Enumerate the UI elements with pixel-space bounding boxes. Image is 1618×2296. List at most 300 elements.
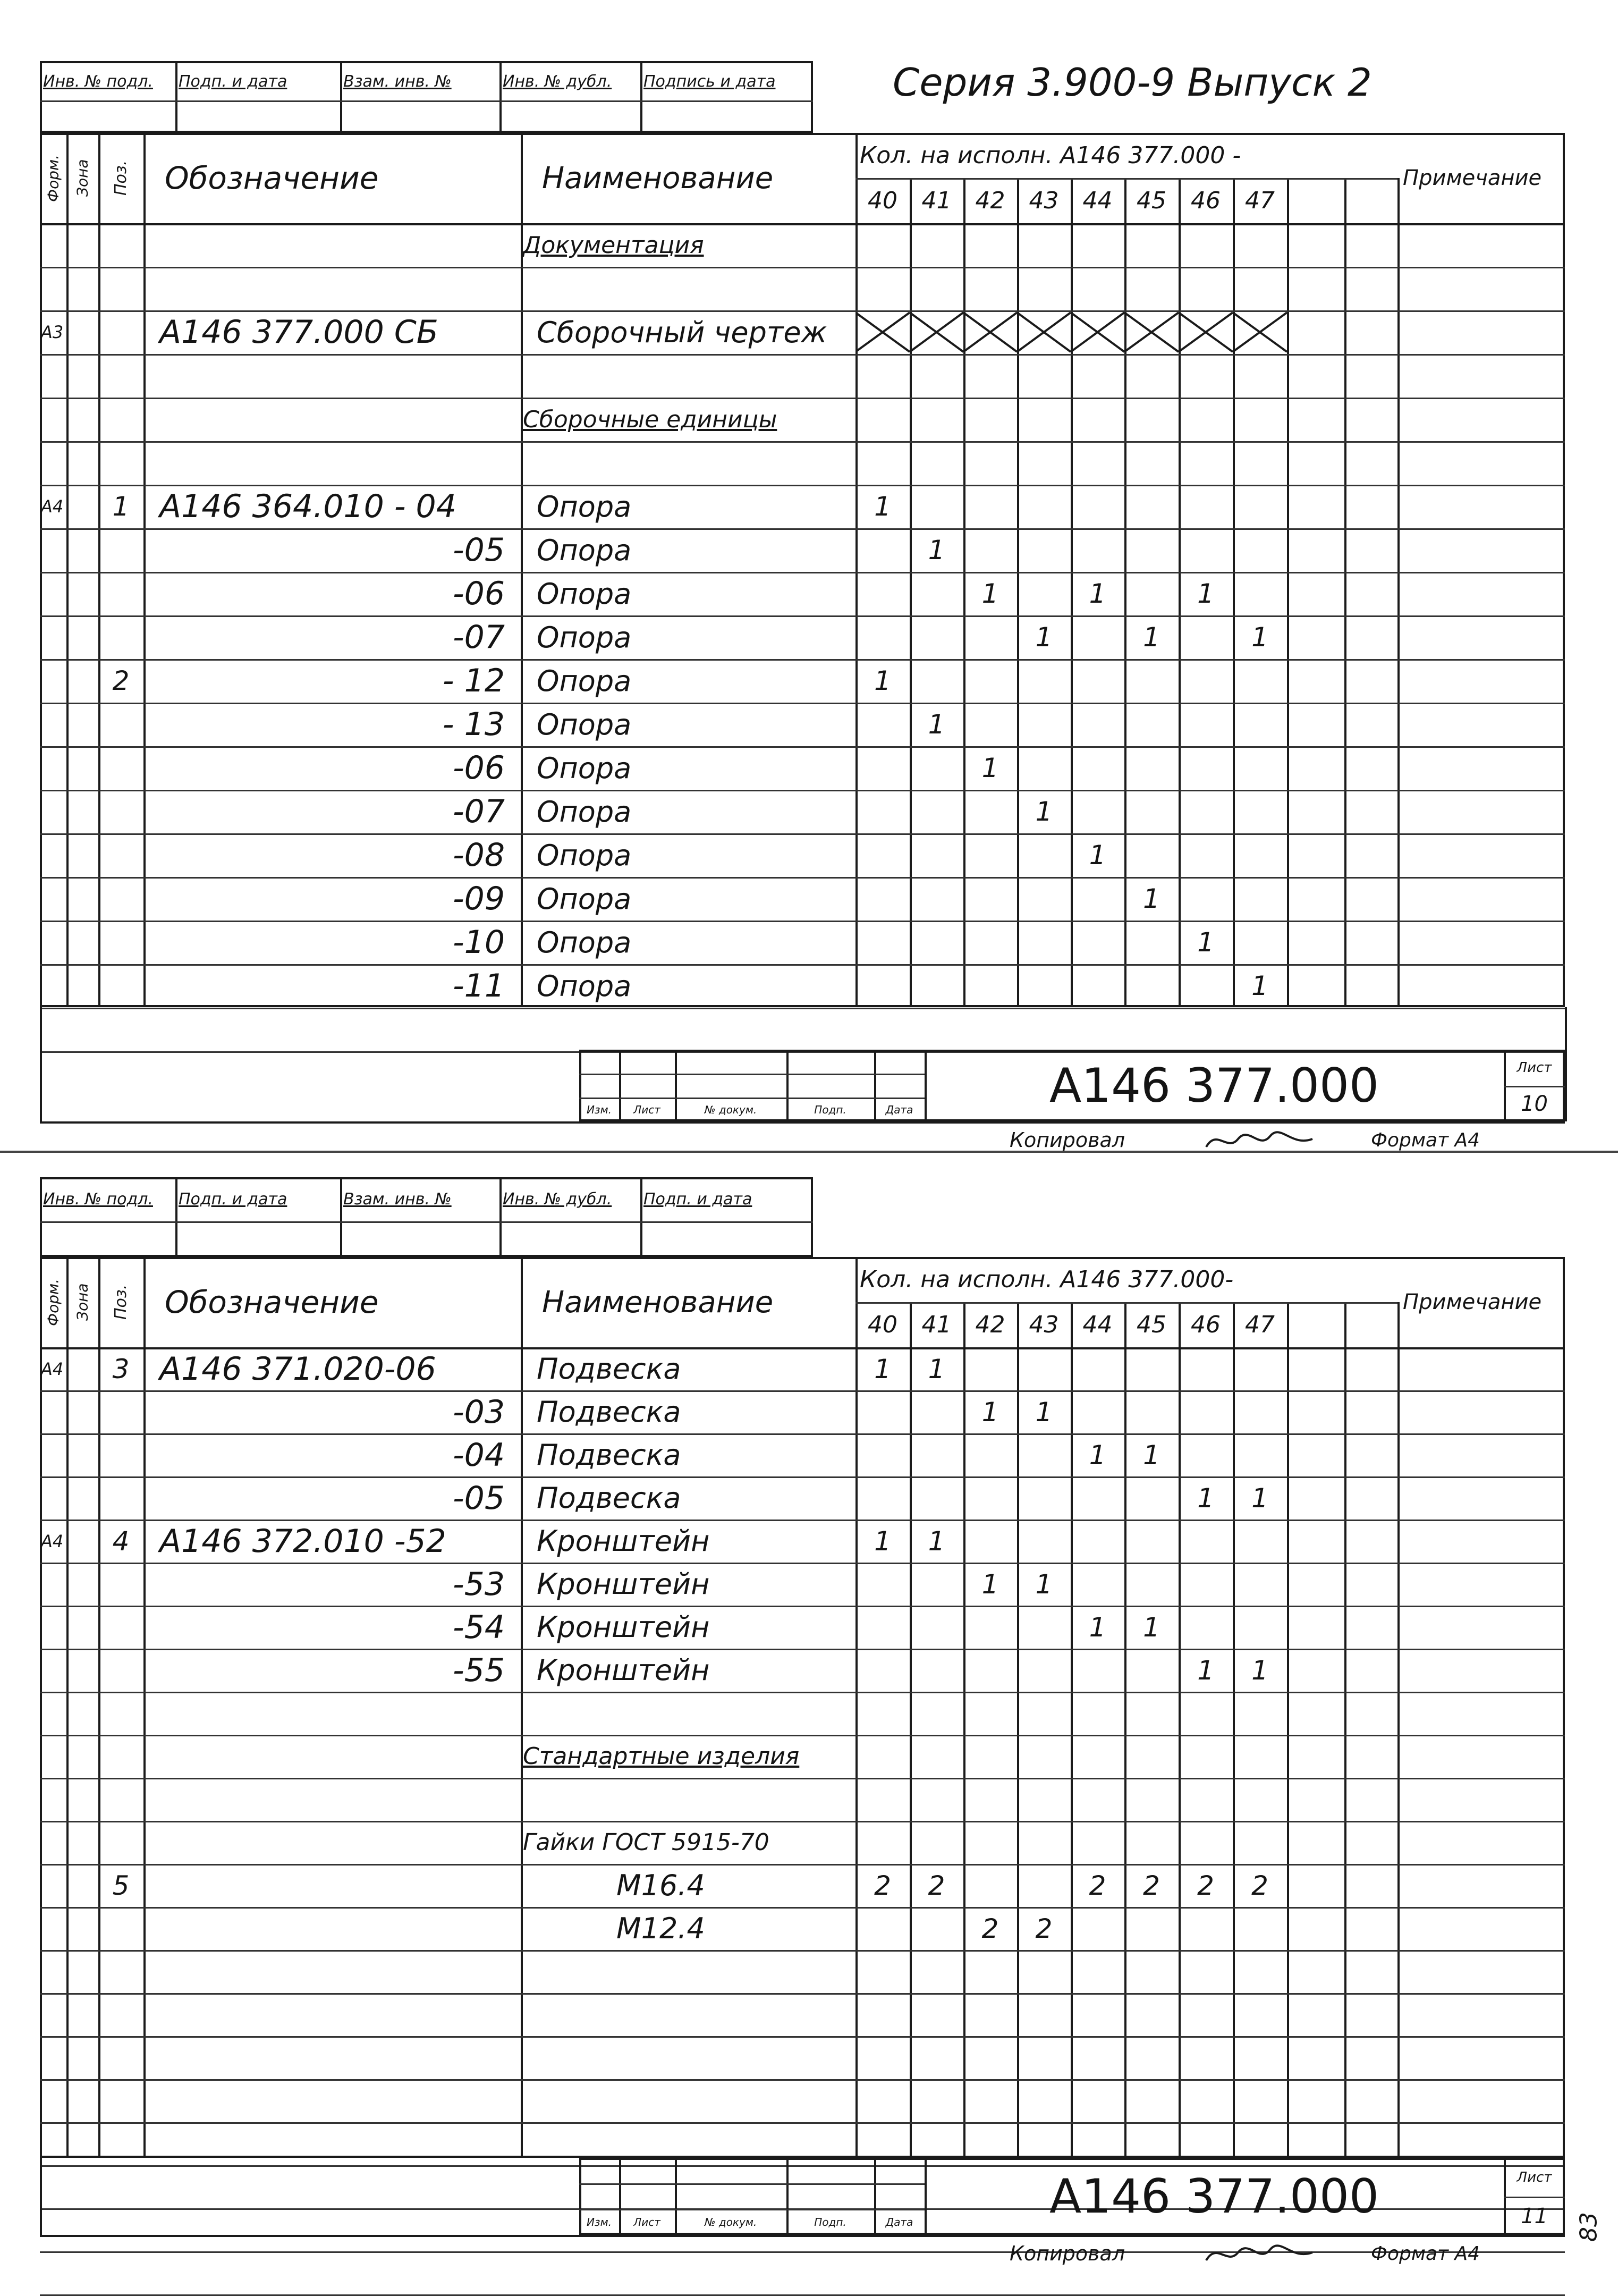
s1-qty-cell xyxy=(1179,223,1233,267)
s2-qty-cell xyxy=(1344,1606,1397,1649)
s1-row-pos: 1 xyxy=(112,491,130,522)
s2-qty-cell xyxy=(1233,1950,1287,1993)
s2-qty-cell xyxy=(1233,1692,1287,1735)
s1-tb-doc-number: А146 377.000 xyxy=(1049,1058,1379,1113)
s2-stamp-label: Подп. и дата xyxy=(643,1190,752,1209)
s1-qty-cell xyxy=(910,398,963,441)
cross-mark-icon xyxy=(1179,310,1233,354)
s2-row-designation xyxy=(159,2122,505,2165)
s2-qty-cell xyxy=(963,1864,1017,1907)
s2-qty-cell xyxy=(1344,1476,1397,1520)
s1-row-name: Сборочные единицы xyxy=(523,406,777,433)
s1-qty-cell xyxy=(1287,354,1344,398)
s1-qty-cell xyxy=(1179,267,1233,310)
s1-qty-cell xyxy=(1071,877,1124,921)
s2-qty-cell xyxy=(910,1476,963,1520)
s2-row-name xyxy=(537,1778,850,1821)
s2-qty-cell xyxy=(1287,1606,1344,1649)
s1-row-name: Сборочный чертеж xyxy=(537,315,827,349)
s1-qty-cell xyxy=(1344,921,1397,964)
s1-qty-cell xyxy=(1344,354,1397,398)
s2-qty-cell xyxy=(1344,1778,1397,1821)
s2-qty-cell xyxy=(1017,1520,1071,1563)
s2-qty-cell xyxy=(1071,1692,1124,1735)
s1-qty-cell xyxy=(1124,790,1179,833)
s1-qty-cell xyxy=(1287,659,1344,703)
s2-qty-cell xyxy=(963,1735,1017,1778)
s1-qty-cell xyxy=(1233,398,1287,441)
s1-head-variant: 42 xyxy=(975,187,1005,214)
s1-tb-small-label: Лист xyxy=(633,1103,660,1116)
s2-qty-cell xyxy=(855,2079,910,2122)
s1-row-name: Опора xyxy=(537,925,632,959)
s2-row-format xyxy=(41,1821,67,1864)
s2-qty-cell xyxy=(1179,2036,1233,2079)
s1-qty-cell xyxy=(910,833,963,877)
s1-qty-cell xyxy=(1287,441,1344,485)
s2-qty-cell: 1 xyxy=(874,1525,891,1557)
s1-stamp-divider xyxy=(640,61,642,133)
s2-qty-cell xyxy=(963,2079,1017,2122)
s2-stamp-divider xyxy=(640,1177,642,1257)
s2-qty-cell: 1 xyxy=(874,1353,891,1385)
s1-qty-cell xyxy=(1344,790,1397,833)
s1-outer-left xyxy=(40,1007,42,1121)
s1-outer-bottom xyxy=(40,1121,1565,1124)
s1-qty-cell xyxy=(855,528,910,572)
s1-qty-cell xyxy=(1071,703,1124,746)
s2-qty-cell xyxy=(1344,1390,1397,1433)
s2-row-line xyxy=(40,2251,1565,2253)
s1-qty-cell xyxy=(1017,703,1071,746)
s2-qty-cell xyxy=(963,2036,1017,2079)
s1-qty-cell xyxy=(1017,877,1071,921)
s2-qty-cell xyxy=(910,1907,963,1950)
s2-qty-cell xyxy=(1071,1649,1124,1692)
page-number: 83 xyxy=(1575,2212,1603,2242)
s1-row-designation xyxy=(159,398,505,441)
s1-qty-cell xyxy=(963,267,1017,310)
s1-qty-cell xyxy=(1179,790,1233,833)
s2-qty-cell xyxy=(1287,1347,1344,1390)
s2-qty-cell xyxy=(1233,1520,1287,1563)
s2-qty-cell: 1 xyxy=(928,1353,945,1385)
s1-qty-cell xyxy=(1124,528,1179,572)
s1-tb-small-label: Дата xyxy=(885,1103,913,1116)
s2-qty-cell xyxy=(1017,1778,1071,1821)
s2-qty-cell xyxy=(1179,1390,1233,1433)
s2-row-format xyxy=(41,1476,67,1520)
s2-col-divider xyxy=(521,1257,523,2158)
s2-qty-cell xyxy=(1179,1606,1233,1649)
s1-row-pos xyxy=(98,528,143,572)
s1-head-variant: 41 xyxy=(921,187,952,214)
s2-row-format xyxy=(41,1390,67,1433)
s1-qty-cell xyxy=(1179,615,1233,659)
s1-qty-cell xyxy=(1344,528,1397,572)
s1-qty-cell xyxy=(1179,746,1233,790)
s2-head-variant: 44 xyxy=(1082,1311,1113,1338)
s1-qty-cell xyxy=(1179,354,1233,398)
s2-qty-cell xyxy=(1071,1390,1124,1433)
s1-row-format: А4 xyxy=(41,496,64,517)
s2-row-format xyxy=(41,1907,67,1950)
s2-qty-cell xyxy=(963,1692,1017,1735)
s2-row-designation xyxy=(159,1950,505,1993)
s1-head-zone: Зона xyxy=(73,159,91,197)
s2-qty-cell: 2 xyxy=(1143,1870,1160,1901)
s2-qty-cell xyxy=(855,1735,910,1778)
s2-qty-cell xyxy=(1124,1950,1179,1993)
s2-row-name: Подвеска xyxy=(537,1352,681,1386)
s2-row-name: Подвеска xyxy=(537,1481,681,1515)
s1-qty-cell xyxy=(963,354,1017,398)
s1-qty-cell xyxy=(963,485,1017,528)
s1-qty-cell: 1 xyxy=(1035,796,1053,827)
s2-qty-cell xyxy=(1344,1563,1397,1606)
s2-qty-cell xyxy=(855,1778,910,1821)
s1-qty-cell: 1 xyxy=(981,753,999,783)
s1-row-format xyxy=(41,746,67,790)
s2-tb-small-label: Подп. xyxy=(814,2215,846,2229)
s2-head-variant: 46 xyxy=(1191,1311,1221,1338)
cross-mark-value xyxy=(855,310,856,311)
s2-qty-cell: 2 xyxy=(981,1913,999,1944)
s2-qty-cell xyxy=(1287,1520,1344,1563)
s2-qty-cell xyxy=(1287,2079,1344,2122)
s1-qty-cell: 1 xyxy=(981,578,999,609)
s1-qty-cell xyxy=(1344,223,1397,267)
s1-head-name: Наименование xyxy=(542,161,774,196)
s1-qty-cell xyxy=(910,267,963,310)
s2-qty-cell: 1 xyxy=(1143,1611,1160,1643)
s2-qty-cell xyxy=(1344,1864,1397,1907)
s1-qty-cell xyxy=(1124,921,1179,964)
s1-qty-cell xyxy=(855,746,910,790)
s1-qty-cell xyxy=(1233,877,1287,921)
s1-qty-cell xyxy=(1179,877,1233,921)
s2-qty-cell xyxy=(1179,1993,1233,2036)
s2-tb-small-label: Изм. xyxy=(586,2215,612,2229)
s1-row-designation xyxy=(159,267,505,310)
s2-row-designation: -53 xyxy=(453,1565,505,1603)
s1-qty-cell xyxy=(910,964,963,1008)
s1-row-pos xyxy=(98,790,143,833)
s2-row-format xyxy=(41,1606,67,1649)
s1-qty-cell xyxy=(1344,746,1397,790)
s2-qty-cell: 2 xyxy=(1251,1870,1268,1901)
s1-qty-cell xyxy=(1017,354,1071,398)
s1-qty-cell xyxy=(910,877,963,921)
s1-qty-cell xyxy=(1071,964,1124,1008)
s2-qty-cell: 1 xyxy=(1251,1482,1268,1514)
s2-qty-cell xyxy=(1071,1821,1124,1864)
s1-head-variant: 46 xyxy=(1191,187,1221,214)
s2-row-name xyxy=(537,2036,850,2079)
s2-row-pos xyxy=(98,2079,143,2122)
s2-qty-cell xyxy=(1071,1778,1124,1821)
s2-stamp-label: Подп. и дата xyxy=(179,1190,287,1209)
s2-qty-cell xyxy=(1344,1433,1397,1476)
s2-qty-cell xyxy=(1179,1520,1233,1563)
s1-row-name: Опора xyxy=(537,795,632,829)
s1-qty-cell: 1 xyxy=(928,535,945,565)
s2-row-format xyxy=(41,2079,67,2122)
s2-row-pos xyxy=(98,1778,143,1821)
s1-row-pos xyxy=(98,267,143,310)
s1-row-pos xyxy=(98,833,143,877)
s2-head-zone: Зона xyxy=(73,1283,91,1321)
s1-row-name: Опора xyxy=(537,838,632,872)
s2-stamp-mid xyxy=(40,1221,813,1223)
s2-row-designation xyxy=(159,2036,505,2079)
s1-qty-cell xyxy=(1179,485,1233,528)
s1-qty-cell xyxy=(1344,659,1397,703)
s1-qty-cell xyxy=(1017,964,1071,1008)
s2-row-pos xyxy=(98,2122,143,2165)
s1-qty-cell: 1 xyxy=(1197,578,1214,609)
s2-qty-cell xyxy=(1233,2036,1287,2079)
s1-qty-cell xyxy=(1179,703,1233,746)
s2-qty-cell xyxy=(1124,2079,1179,2122)
s1-qty-cell xyxy=(963,877,1017,921)
s2-qty-cell: 1 xyxy=(928,1525,945,1557)
s1-qty-cell xyxy=(1287,223,1344,267)
s1-qty-col-divider xyxy=(1397,178,1400,1007)
s1-qty-cell xyxy=(855,921,910,964)
s1-row-format xyxy=(41,267,67,310)
s2-qty-cell xyxy=(1124,1520,1179,1563)
s2-row-pos xyxy=(98,1433,143,1476)
s1-qty-cell xyxy=(1344,485,1397,528)
s1-head-variant: 40 xyxy=(868,187,897,214)
s2-tb-small-label: № докум. xyxy=(704,2215,757,2229)
s2-qty-cell xyxy=(1071,1907,1124,1950)
s1-qty-cell xyxy=(1344,703,1397,746)
s1-qty-cell xyxy=(1017,833,1071,877)
s2-tb-small-label: Дата xyxy=(885,2215,913,2229)
s1-qty-cell xyxy=(1071,441,1124,485)
s1-row-pos xyxy=(98,441,143,485)
s1-qty-cell xyxy=(1017,528,1071,572)
s2-row-pos: 3 xyxy=(112,1353,130,1385)
s1-qty-cell xyxy=(855,964,910,1008)
s2-qty-cell xyxy=(1071,1993,1124,2036)
s1-row-name: Опора xyxy=(537,707,632,741)
s2-row-format: А4 xyxy=(41,1531,64,1551)
s2-qty-cell xyxy=(910,1606,963,1649)
s1-qty-cell xyxy=(1287,964,1344,1008)
s1-qty-cell xyxy=(1124,703,1179,746)
s1-tb-small-label: Изм. xyxy=(586,1103,612,1116)
s2-qty-cell xyxy=(1344,1347,1397,1390)
s1-head-pos: Поз. xyxy=(112,160,130,196)
s2-row-format xyxy=(41,1735,67,1778)
s1-head-variant: 45 xyxy=(1137,187,1166,214)
s2-qty-cell xyxy=(963,1347,1017,1390)
s2-qty-cell xyxy=(1344,2079,1397,2122)
s1-row-pos xyxy=(98,310,143,354)
s2-qty-cell xyxy=(1344,1950,1397,1993)
s1-qty-cell xyxy=(910,659,963,703)
s1-row-name: Опора xyxy=(537,969,632,1003)
cross-mark-value xyxy=(1017,310,1018,311)
s2-qty-cell xyxy=(1344,1520,1397,1563)
s1-row-format xyxy=(41,354,67,398)
s1-qty-cell xyxy=(1179,441,1233,485)
s2-qty-cell xyxy=(1017,1476,1071,1520)
s2-row-pos xyxy=(98,1563,143,1606)
s2-qty-cell: 2 xyxy=(1197,1870,1214,1901)
s2-row-designation: -54 xyxy=(453,1608,505,1646)
s1-row-designation: -06 xyxy=(453,749,505,787)
s1-qty-cell xyxy=(1344,964,1397,1008)
s2-head-note: Примечание xyxy=(1403,1290,1542,1314)
s1-qty-cell: 1 xyxy=(1197,927,1214,958)
s2-qty-cell xyxy=(1287,2036,1344,2079)
s1-qty-cell: 1 xyxy=(874,491,891,522)
s1-qty-cell xyxy=(1233,267,1287,310)
s2-qty-cell xyxy=(855,1993,910,2036)
s2-row-designation: -04 xyxy=(453,1436,505,1474)
s1-qty-cell xyxy=(1071,267,1124,310)
s2-row-pos xyxy=(98,1993,143,2036)
s1-row-designation xyxy=(159,441,505,485)
s1-qty-cell xyxy=(1071,746,1124,790)
s1-qty-cell xyxy=(855,877,910,921)
s2-qty-cell: 1 xyxy=(981,1396,999,1428)
s1-stamp-divider xyxy=(340,61,342,133)
s2-qty-cell xyxy=(1124,1390,1179,1433)
s2-row-name: Стандартные изделия xyxy=(523,1743,800,1770)
s1-qty-cell xyxy=(1179,398,1233,441)
s2-qty-cell xyxy=(855,1433,910,1476)
s1-qty-cell xyxy=(1287,310,1344,354)
s2-row-designation xyxy=(159,1993,505,2036)
s1-qty-cell xyxy=(963,528,1017,572)
s1-row-format xyxy=(41,398,67,441)
s1-qty-cell xyxy=(1179,659,1233,703)
cross-mark-value xyxy=(1124,310,1125,311)
s2-qty-cell xyxy=(1017,1606,1071,1649)
s2-qty-cell xyxy=(1287,1433,1344,1476)
s2-outer-bottom xyxy=(40,2235,1565,2237)
s1-qty-cell xyxy=(1017,398,1071,441)
s2-qty-cell xyxy=(1233,2079,1287,2122)
s2-qty-cell xyxy=(910,2036,963,2079)
s1-qty-cell xyxy=(1017,441,1071,485)
s2-row-pos xyxy=(98,1692,143,1735)
s1-qty-cell xyxy=(1233,790,1287,833)
cross-mark-icon xyxy=(855,310,910,354)
s1-row-designation: -06 xyxy=(453,575,505,612)
s2-row-designation: -55 xyxy=(453,1651,505,1689)
s1-head-qty: Кол. на исполн. А146 377.000 - xyxy=(860,142,1241,169)
s1-row-format xyxy=(41,790,67,833)
s2-head-format: Форм. xyxy=(44,1278,62,1326)
s2-qty-cell xyxy=(1344,1993,1397,2036)
s1-qty-cell xyxy=(1287,615,1344,659)
s2-row-name xyxy=(537,2079,850,2122)
s2-qty-cell xyxy=(1344,1735,1397,1778)
s1-tb-sheet-label: Лист xyxy=(1517,1060,1552,1076)
s2-qty-cell xyxy=(1124,1563,1179,1606)
s1-row-designation: - 13 xyxy=(442,706,505,743)
s2-qty-cell xyxy=(855,1692,910,1735)
s2-qty-cell xyxy=(1233,1433,1287,1476)
s2-qty-cell xyxy=(1017,1692,1071,1735)
s1-tb-copied: Копировал xyxy=(1010,1128,1125,1152)
s1-qty-cell xyxy=(1344,310,1397,354)
s1-row-designation: -11 xyxy=(453,967,505,1004)
s2-qty-cell xyxy=(1017,1821,1071,1864)
s1-qty-cell xyxy=(1287,746,1344,790)
s2-qty-cell xyxy=(855,1821,910,1864)
s1-row-pos: 2 xyxy=(112,665,130,696)
s2-qty-cell: 1 xyxy=(1089,1611,1106,1643)
s1-row-pos xyxy=(98,615,143,659)
s1-row-name: Опора xyxy=(537,577,632,611)
s1-row-designation xyxy=(159,354,505,398)
s2-qty-cell xyxy=(1344,1692,1397,1735)
s2-qty-cell xyxy=(1017,2036,1071,2079)
s1-qty-cell xyxy=(1017,267,1071,310)
s2-qty-cell xyxy=(1287,1563,1344,1606)
s1-qty-cell xyxy=(1233,659,1287,703)
s2-head-variant: 41 xyxy=(921,1311,952,1338)
s1-qty-cell xyxy=(855,572,910,615)
s2-row-format xyxy=(41,1433,67,1476)
s1-qty-cell xyxy=(1344,441,1397,485)
s1-row-format xyxy=(41,441,67,485)
s1-qty-cell xyxy=(855,441,910,485)
s1-qty-cell xyxy=(1071,659,1124,703)
s1-qty-cell: 1 xyxy=(1035,622,1053,653)
s2-row-format xyxy=(41,1649,67,1692)
s2-qty-cell xyxy=(1233,1347,1287,1390)
s2-qty-cell xyxy=(1017,1735,1071,1778)
s2-qty-cell xyxy=(910,1778,963,1821)
s1-head-variant: 44 xyxy=(1082,187,1113,214)
s2-qty-cell xyxy=(910,1950,963,1993)
s1-qty-cell xyxy=(910,746,963,790)
s1-row-pos xyxy=(98,354,143,398)
s2-row-designation: -05 xyxy=(453,1479,505,1517)
s1-qty-cell xyxy=(963,223,1017,267)
s2-qty-cell: 2 xyxy=(1035,1913,1053,1944)
s2-qty-cell: 1 xyxy=(1197,1655,1214,1686)
s1-qty-cell xyxy=(1124,572,1179,615)
s1-qty-cell xyxy=(855,398,910,441)
s1-qty-cell: 1 xyxy=(1143,622,1160,653)
s1-row-name: Опора xyxy=(537,489,632,524)
s1-qty-cell xyxy=(1071,485,1124,528)
s1-qty-cell xyxy=(963,964,1017,1008)
s2-qty-cell xyxy=(1017,1864,1071,1907)
s1-qty-cell xyxy=(910,354,963,398)
s2-qty-cell xyxy=(1287,1993,1344,2036)
s1-row-pos xyxy=(98,572,143,615)
s1-qty-cell xyxy=(1017,921,1071,964)
s2-qty-cell: 1 xyxy=(1197,1482,1214,1514)
s2-qty-cell xyxy=(1233,1778,1287,1821)
s2-qty-cell xyxy=(1124,2036,1179,2079)
s2-head-variant: 43 xyxy=(1029,1311,1059,1338)
s2-qty-cell xyxy=(1287,1649,1344,1692)
s2-qty-cell xyxy=(1071,1476,1124,1520)
s1-row-format xyxy=(41,833,67,877)
s1-qty-cell xyxy=(1124,267,1179,310)
